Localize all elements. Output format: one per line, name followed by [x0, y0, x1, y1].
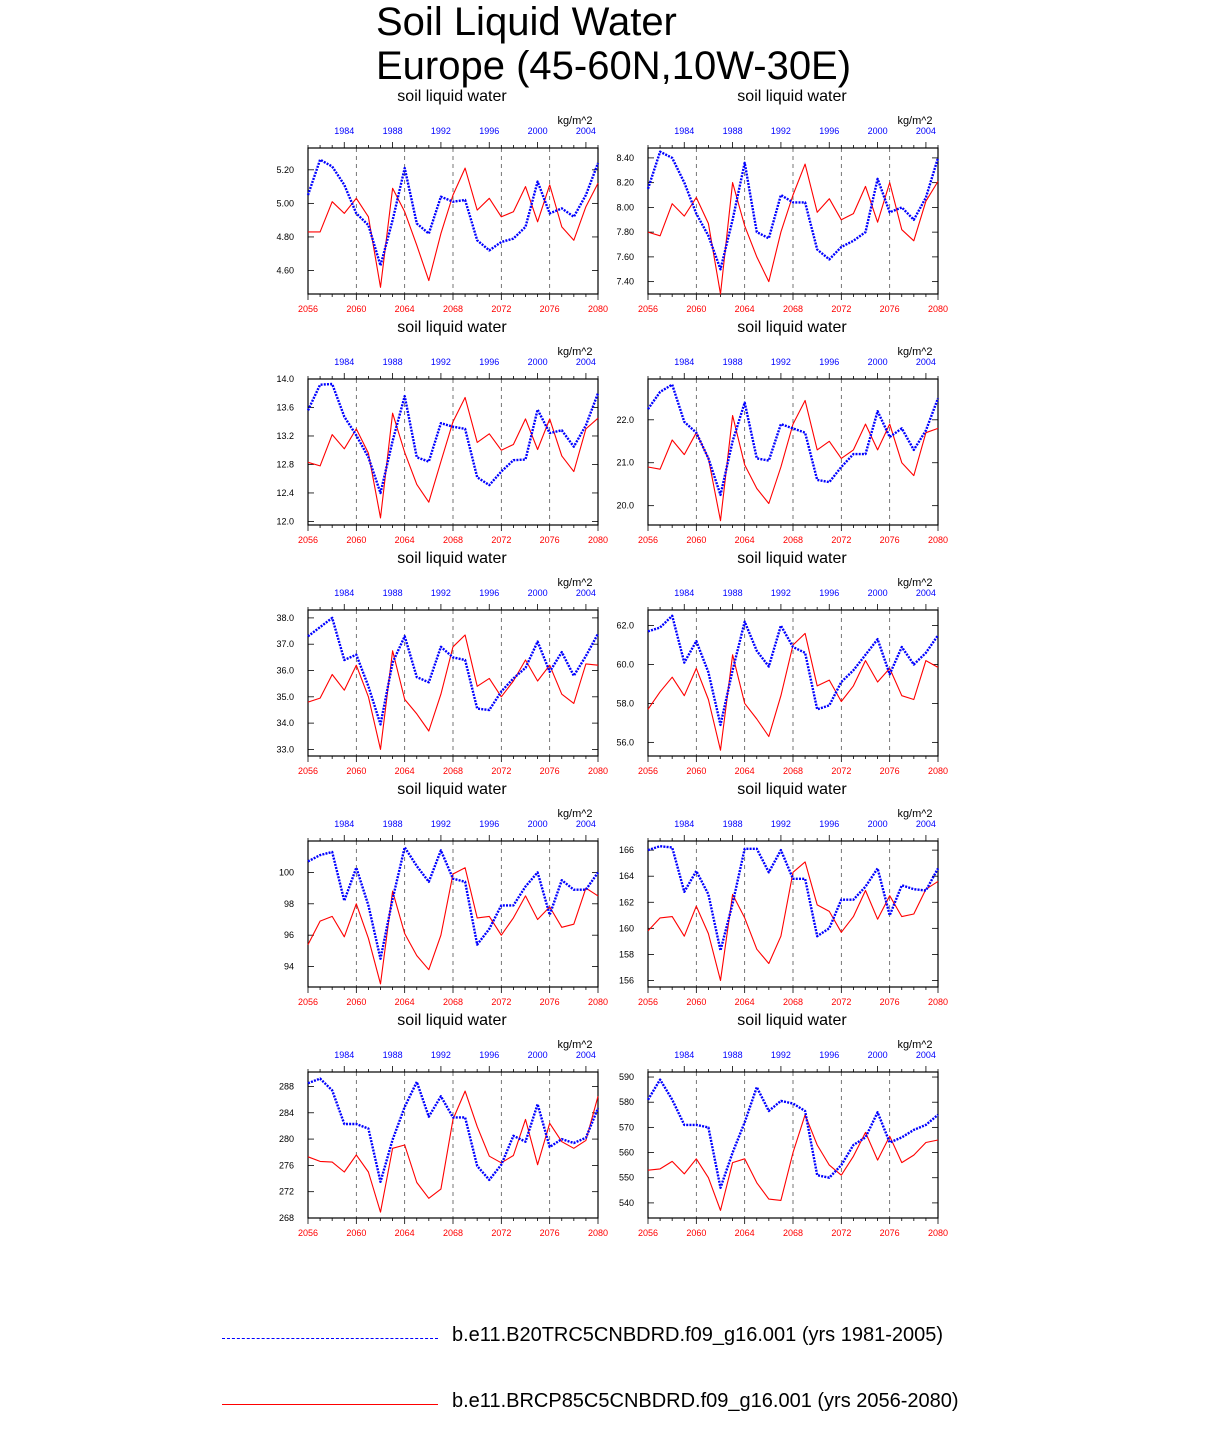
y-tick-label: 284 — [278, 1107, 294, 1118]
y-tick-label: 590 — [618, 1072, 634, 1083]
x-tick-label-top: 1996 — [479, 588, 500, 598]
x-tick-label-top: 2004 — [575, 357, 596, 367]
x-tick-label-bottom: 2068 — [782, 535, 804, 545]
y-tick-label: 4.60 — [276, 265, 294, 276]
x-tick-label-top: 1992 — [430, 819, 451, 829]
panel-title: soil liquid water — [737, 781, 847, 798]
main-title-line1: Soil Liquid Water — [376, 0, 677, 44]
x-tick-label-top: 2004 — [915, 588, 936, 598]
x-tick-label-bottom: 2072 — [831, 304, 852, 314]
x-tick-label-bottom: 2076 — [539, 1228, 560, 1238]
y-tick-label: 4.80 — [276, 231, 294, 242]
x-tick-label-bottom: 2076 — [539, 997, 560, 1007]
y-tick-label: 12.4 — [276, 487, 294, 498]
x-tick-label-top: 1992 — [430, 588, 451, 598]
x-tick-label-top: 1988 — [722, 819, 743, 829]
y-tick-label: 268 — [278, 1213, 294, 1223]
y-tick-label: 272 — [278, 1186, 294, 1197]
x-tick-label-bottom: 2064 — [394, 997, 415, 1007]
x-tick-label-top: 1992 — [430, 357, 451, 367]
y-tick-label: 94 — [283, 961, 294, 972]
x-tick-label-top: 1984 — [674, 126, 695, 136]
x-tick-label-top: 2004 — [575, 588, 596, 598]
x-tick-label-top: 1996 — [479, 819, 500, 829]
units-label: kg/m^2 — [557, 115, 593, 127]
x-tick-label-bottom: 2056 — [297, 997, 319, 1007]
x-tick-label-top: 1992 — [770, 1050, 791, 1060]
x-tick-label-top: 2000 — [867, 1050, 888, 1060]
x-tick-label-top: 2000 — [867, 126, 888, 136]
x-tick-label-bottom: 2056 — [637, 997, 659, 1007]
x-tick-label-bottom: 2076 — [879, 766, 900, 776]
x-tick-label-bottom: 2060 — [686, 1228, 707, 1238]
panel-title: soil liquid water — [737, 1012, 847, 1029]
chart-panel-3 — [276, 319, 608, 545]
y-tick-label: 37.0 — [276, 639, 294, 650]
y-tick-label: 156 — [618, 975, 634, 986]
y-tick-label: 560 — [618, 1147, 634, 1158]
x-tick-label-bottom: 2072 — [831, 535, 852, 545]
x-tick-label-top: 1988 — [382, 819, 403, 829]
panel-title: soil liquid water — [397, 781, 507, 798]
x-tick-label-top: 1984 — [674, 357, 695, 367]
units-label: kg/m^2 — [897, 808, 933, 820]
x-tick-label-bottom: 2064 — [394, 304, 415, 314]
x-tick-label-bottom: 2060 — [686, 535, 707, 545]
x-tick-label-bottom: 2060 — [686, 997, 707, 1007]
chart-panel-10 — [619, 1012, 948, 1238]
units-label: kg/m^2 — [897, 115, 933, 127]
x-tick-label-top: 2000 — [527, 588, 548, 598]
chart-panel-6 — [616, 550, 948, 776]
x-tick-label-bottom: 2072 — [831, 997, 852, 1007]
x-tick-label-top: 1988 — [722, 588, 743, 598]
panel-title: soil liquid water — [737, 550, 847, 567]
x-tick-label-bottom: 2068 — [442, 766, 464, 776]
y-tick-label: 540 — [618, 1197, 634, 1208]
panel-title: soil liquid water — [737, 319, 847, 336]
x-tick-label-bottom: 2076 — [539, 304, 560, 314]
x-tick-label-top: 1988 — [382, 357, 403, 367]
x-tick-label-bottom: 2080 — [927, 304, 949, 314]
y-tick-label: 570 — [618, 1122, 634, 1133]
x-tick-label-top: 2000 — [527, 1050, 548, 1060]
x-tick-label-bottom: 2072 — [491, 535, 512, 545]
x-tick-label-bottom: 2064 — [394, 1228, 415, 1238]
y-tick-label: 100 — [278, 867, 294, 878]
units-label: kg/m^2 — [557, 808, 593, 820]
x-tick-label-top: 1984 — [334, 588, 355, 598]
units-label: kg/m^2 — [557, 577, 593, 589]
x-tick-label-top: 1988 — [722, 1050, 743, 1060]
panel-title: soil liquid water — [397, 319, 507, 336]
x-tick-label-bottom: 2076 — [879, 535, 900, 545]
x-tick-label-bottom: 2076 — [539, 766, 560, 776]
x-tick-label-top: 1984 — [334, 357, 355, 367]
y-tick-label: 98 — [283, 898, 294, 909]
x-tick-label-bottom: 2080 — [927, 766, 949, 776]
x-tick-label-top: 1984 — [334, 819, 355, 829]
x-tick-label-top: 1992 — [770, 357, 791, 367]
x-tick-label-bottom: 2076 — [879, 997, 900, 1007]
x-tick-label-bottom: 2076 — [879, 304, 900, 314]
x-tick-label-bottom: 2056 — [637, 304, 659, 314]
x-tick-label-bottom: 2068 — [782, 1228, 804, 1238]
x-tick-label-bottom: 2060 — [346, 535, 367, 545]
legend-item-historical — [0, 1318, 1224, 1358]
x-tick-label-bottom: 2064 — [734, 1228, 755, 1238]
y-tick-label: 12.0 — [276, 516, 294, 527]
x-tick-label-bottom: 2068 — [782, 997, 804, 1007]
y-tick-label: 166 — [618, 845, 634, 856]
x-tick-label-top: 1992 — [770, 126, 791, 136]
y-tick-label: 36.0 — [276, 665, 294, 676]
y-tick-label: 162 — [618, 897, 634, 908]
chart-panel-1 — [276, 88, 608, 314]
panel-title: soil liquid water — [397, 550, 507, 567]
x-tick-label-bottom: 2072 — [491, 766, 512, 776]
y-tick-label: 38.0 — [276, 612, 294, 623]
x-tick-label-bottom: 2056 — [637, 535, 659, 545]
y-tick-label: 7.60 — [616, 251, 634, 262]
x-tick-label-bottom: 2064 — [734, 535, 755, 545]
x-tick-label-bottom: 2056 — [297, 766, 319, 776]
chart-panel-8 — [619, 781, 948, 1007]
y-tick-label: 8.40 — [616, 152, 634, 163]
x-tick-label-top: 2000 — [867, 819, 888, 829]
y-tick-label: 158 — [618, 949, 634, 960]
legend-label-historical: b.e11.B20TRC5CNBDRD.f09_g16.001 (yrs 1981-2005) — [452, 1324, 944, 1346]
x-tick-label-top: 2004 — [915, 1050, 936, 1060]
y-tick-label: 62.0 — [616, 620, 634, 631]
y-tick-label: 580 — [618, 1097, 634, 1108]
x-tick-label-bottom: 2060 — [346, 997, 367, 1007]
y-tick-label: 58.0 — [616, 698, 634, 709]
x-tick-label-top: 2004 — [915, 126, 936, 136]
x-tick-label-bottom: 2080 — [587, 766, 609, 776]
x-tick-label-top: 1988 — [722, 126, 743, 136]
y-tick-label: 34.0 — [276, 718, 294, 729]
y-tick-label: 13.2 — [276, 430, 294, 441]
x-tick-label-top: 1996 — [479, 357, 500, 367]
y-tick-label: 276 — [278, 1160, 294, 1171]
units-label: kg/m^2 — [897, 577, 933, 589]
y-tick-label: 8.20 — [616, 177, 634, 188]
y-tick-label: 160 — [618, 923, 634, 934]
x-tick-label-bottom: 2072 — [831, 766, 852, 776]
y-tick-label: 550 — [618, 1172, 634, 1183]
y-tick-label: 96 — [283, 930, 294, 941]
x-tick-label-top: 1992 — [770, 819, 791, 829]
y-tick-label: 20.0 — [616, 500, 634, 511]
x-tick-label-bottom: 2072 — [491, 997, 512, 1007]
units-label: kg/m^2 — [897, 346, 933, 358]
chart-panel-5 — [276, 550, 608, 776]
x-tick-label-top: 2000 — [527, 126, 548, 136]
x-tick-label-top: 1984 — [674, 1050, 695, 1060]
legend-item-future — [0, 1384, 1224, 1424]
x-tick-label-bottom: 2080 — [927, 1228, 949, 1238]
x-tick-label-bottom: 2060 — [346, 1228, 367, 1238]
series-line-historical — [648, 152, 938, 270]
x-tick-label-bottom: 2068 — [442, 304, 464, 314]
x-tick-label-bottom: 2080 — [927, 997, 949, 1007]
y-tick-label: 280 — [278, 1134, 294, 1145]
y-tick-label: 288 — [278, 1081, 294, 1092]
x-tick-label-bottom: 2056 — [297, 304, 319, 314]
legend-swatch-historical — [222, 1338, 438, 1339]
chart-panel-9 — [279, 1012, 608, 1238]
x-tick-label-bottom: 2080 — [587, 1228, 609, 1238]
legend-label-future: b.e11.BRCP85C5CNBDRD.f09_g16.001 (yrs 2056-2080) — [452, 1390, 959, 1412]
x-tick-label-top: 1988 — [382, 588, 403, 598]
x-tick-label-top: 1996 — [819, 357, 840, 367]
x-tick-label-top: 2004 — [575, 126, 596, 136]
panel-title: soil liquid water — [737, 88, 847, 105]
x-tick-label-top: 2004 — [575, 819, 596, 829]
main-title-line2: Europe (45-60N,10W-30E) — [376, 44, 852, 88]
y-tick-label: 33.0 — [276, 744, 294, 755]
legend-swatch-future — [222, 1404, 438, 1405]
units-label: kg/m^2 — [897, 1039, 933, 1051]
x-tick-label-top: 1984 — [334, 1050, 355, 1060]
y-tick-label: 56.0 — [616, 737, 634, 748]
x-tick-label-top: 2004 — [575, 1050, 596, 1060]
y-tick-label: 13.6 — [276, 402, 294, 413]
x-tick-label-bottom: 2072 — [491, 304, 512, 314]
x-tick-label-top: 1992 — [430, 126, 451, 136]
x-tick-label-top: 1996 — [819, 819, 840, 829]
x-tick-label-top: 2000 — [867, 357, 888, 367]
y-tick-label: 21.0 — [616, 457, 634, 468]
y-tick-label: 5.20 — [276, 164, 294, 175]
x-tick-label-top: 2004 — [915, 819, 936, 829]
chart-panel-4 — [616, 319, 948, 545]
x-tick-label-bottom: 2080 — [927, 535, 949, 545]
y-tick-label: 7.80 — [616, 227, 634, 238]
y-tick-label: 7.40 — [616, 276, 634, 287]
x-tick-label-bottom: 2068 — [442, 997, 464, 1007]
x-tick-label-bottom: 2068 — [782, 304, 804, 314]
x-tick-label-bottom: 2080 — [587, 997, 609, 1007]
x-tick-label-top: 1984 — [674, 588, 695, 598]
x-tick-label-bottom: 2080 — [587, 535, 609, 545]
x-tick-label-bottom: 2072 — [831, 1228, 852, 1238]
x-tick-label-bottom: 2076 — [879, 1228, 900, 1238]
x-tick-label-bottom: 2068 — [442, 1228, 464, 1238]
x-tick-label-top: 1996 — [479, 126, 500, 136]
x-tick-label-bottom: 2064 — [734, 997, 755, 1007]
x-tick-label-top: 1996 — [819, 126, 840, 136]
series-line-historical — [308, 847, 598, 958]
chart-panel-2 — [616, 88, 948, 314]
x-tick-label-top: 1996 — [819, 588, 840, 598]
x-tick-label-bottom: 2064 — [734, 304, 755, 314]
x-tick-label-top: 1984 — [674, 819, 695, 829]
x-tick-label-top: 1984 — [334, 126, 355, 136]
x-tick-label-bottom: 2060 — [346, 304, 367, 314]
panel-title: soil liquid water — [397, 88, 507, 105]
y-tick-label: 5.00 — [276, 198, 294, 209]
y-tick-label: 14.0 — [276, 374, 294, 384]
x-tick-label-top: 1992 — [770, 588, 791, 598]
x-tick-label-bottom: 2056 — [637, 1228, 659, 1238]
x-tick-label-bottom: 2060 — [686, 304, 707, 314]
x-tick-label-bottom: 2064 — [394, 766, 415, 776]
x-tick-label-bottom: 2076 — [539, 535, 560, 545]
x-tick-label-bottom: 2060 — [346, 766, 367, 776]
panel-title: soil liquid water — [397, 1012, 507, 1029]
x-tick-label-bottom: 2056 — [637, 766, 659, 776]
x-tick-label-bottom: 2068 — [442, 535, 464, 545]
chart-panel-7 — [279, 781, 608, 1007]
x-tick-label-bottom: 2056 — [297, 535, 319, 545]
y-tick-label: 60.0 — [616, 659, 634, 670]
y-tick-label: 22.0 — [616, 414, 634, 425]
x-tick-label-top: 1996 — [479, 1050, 500, 1060]
units-label: kg/m^2 — [557, 346, 593, 358]
x-tick-label-top: 1992 — [430, 1050, 451, 1060]
units-label: kg/m^2 — [557, 1039, 593, 1051]
x-tick-label-bottom: 2056 — [297, 1228, 319, 1238]
x-tick-label-top: 2004 — [915, 357, 936, 367]
x-tick-label-top: 1996 — [819, 1050, 840, 1060]
x-tick-label-bottom: 2064 — [394, 535, 415, 545]
x-tick-label-top: 2000 — [527, 357, 548, 367]
x-tick-label-bottom: 2080 — [587, 304, 609, 314]
x-tick-label-top: 1988 — [722, 357, 743, 367]
x-tick-label-bottom: 2068 — [782, 766, 804, 776]
y-tick-label: 35.0 — [276, 691, 294, 702]
x-tick-label-bottom: 2072 — [491, 1228, 512, 1238]
x-tick-label-top: 1988 — [382, 126, 403, 136]
x-tick-label-top: 2000 — [527, 819, 548, 829]
x-tick-label-top: 1988 — [382, 1050, 403, 1060]
x-tick-label-top: 2000 — [867, 588, 888, 598]
y-tick-label: 164 — [618, 871, 634, 882]
y-tick-label: 12.8 — [276, 459, 294, 470]
x-tick-label-bottom: 2064 — [734, 766, 755, 776]
series-line-future — [308, 868, 598, 984]
x-tick-label-bottom: 2060 — [686, 766, 707, 776]
y-tick-label: 8.00 — [616, 202, 634, 213]
